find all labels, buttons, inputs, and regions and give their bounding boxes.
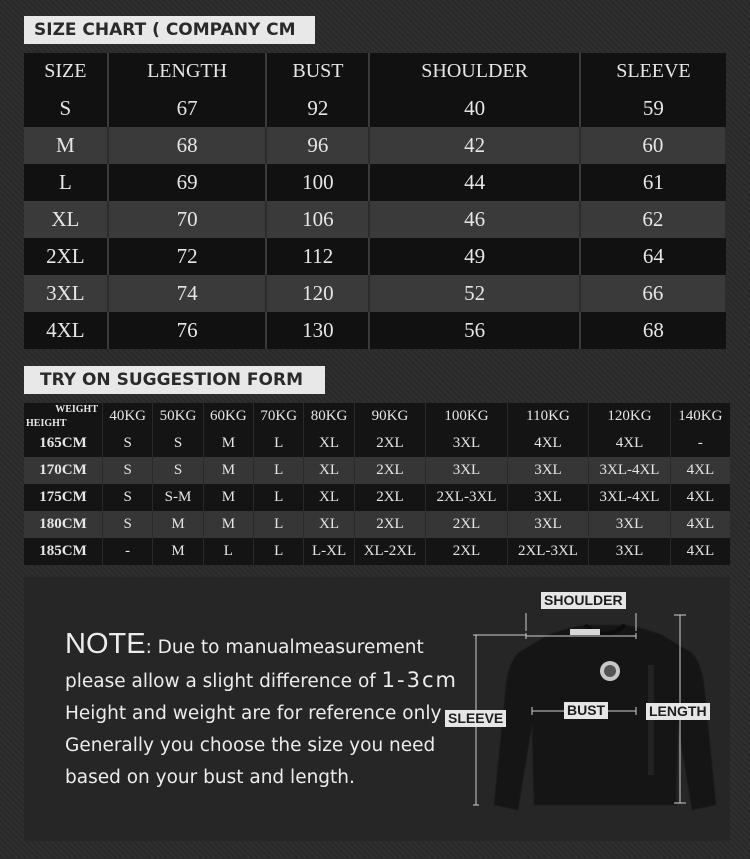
size-chart-cell: 64 bbox=[642, 244, 664, 268]
size-chart-cell: 130 bbox=[266, 312, 369, 349]
size-chart-cell: 62 bbox=[580, 201, 726, 238]
suggested-size-cell: XL bbox=[304, 430, 354, 457]
note-tolerance: 1-3cm bbox=[381, 668, 458, 692]
suggested-size-cell: 2XL bbox=[354, 511, 425, 538]
suggested-size-cell: 4XL bbox=[507, 430, 589, 457]
suggested-size-cell: 3XL bbox=[589, 511, 671, 538]
suggested-size-cell: M bbox=[153, 538, 203, 565]
size-chart-cell: 44 bbox=[369, 164, 579, 201]
height-cell: 170CM bbox=[24, 457, 103, 484]
note-line-4: Generally you choose the size you need bbox=[65, 735, 436, 756]
weight-header-cell: 40KG bbox=[103, 403, 153, 430]
size-chart-cell: 67 bbox=[108, 90, 267, 127]
suggested-size-cell: 2XL-3XL bbox=[507, 538, 589, 565]
size-chart-cell: 96 bbox=[266, 127, 369, 164]
note-line-3: Height and weight are for reference only bbox=[65, 703, 442, 724]
size-chart-cell: 68 bbox=[642, 318, 664, 342]
size-chart-cell: 46 bbox=[369, 201, 579, 238]
suggested-size-cell: S bbox=[153, 430, 203, 457]
suggested-size-cell: 3XL-4XL bbox=[589, 484, 671, 511]
suggested-size-cell: 3XL bbox=[507, 457, 589, 484]
height-label: HEIGHT bbox=[26, 418, 67, 429]
note-line-5: based on your bust and length. bbox=[65, 767, 355, 788]
size-chart-cell: 92 bbox=[266, 90, 369, 127]
suggested-size-cell: XL bbox=[304, 511, 354, 538]
weight-header-cell: 80KG bbox=[304, 403, 354, 430]
size-chart-header-row bbox=[24, 53, 726, 90]
size-chart-cell: 106 bbox=[266, 201, 369, 238]
note-line-1: : Due to manualmeasurement bbox=[145, 637, 424, 658]
size-chart-cell: 112 bbox=[266, 238, 369, 275]
suggested-size-cell: 2XL bbox=[354, 457, 425, 484]
size-chart-cell: 59 bbox=[642, 96, 664, 120]
suggested-size-cell: L bbox=[254, 457, 304, 484]
height-cell: 185CM bbox=[24, 538, 103, 565]
weight-header-cell: 140KG bbox=[678, 408, 723, 424]
size-chart-cell: 70 bbox=[108, 201, 267, 238]
suggested-size-cell: S bbox=[103, 457, 153, 484]
suggested-size-cell: 2XL bbox=[426, 511, 508, 538]
try-on-table bbox=[24, 403, 730, 565]
size-chart-cell: 40 bbox=[369, 90, 579, 127]
suggested-size-cell: 2XL bbox=[354, 484, 425, 511]
weight-label: WEIGHT bbox=[55, 404, 98, 415]
suggested-size-cell: 4XL bbox=[589, 430, 671, 457]
suggested-size-cell: - bbox=[697, 435, 703, 451]
size-chart-row bbox=[24, 312, 726, 349]
suggested-size-cell: 2XL bbox=[426, 538, 508, 565]
suggested-size-cell: 2XL bbox=[354, 430, 425, 457]
size-chart-cell: S bbox=[24, 90, 108, 127]
height-cell: 180CM bbox=[24, 511, 103, 538]
size-chart-cell: XL bbox=[24, 201, 108, 238]
suggested-size-cell: M bbox=[203, 484, 253, 511]
size-chart-header-cell: SIZE bbox=[24, 53, 108, 90]
try-on-header-row bbox=[24, 403, 730, 430]
suggested-size-cell: XL bbox=[304, 457, 354, 484]
suggested-size-cell: S bbox=[103, 430, 153, 457]
note-title: NOTE bbox=[65, 628, 146, 660]
suggested-size-cell: 4XL bbox=[686, 516, 715, 532]
size-chart-cell: 42 bbox=[369, 127, 579, 164]
size-chart-row bbox=[24, 164, 726, 201]
size-chart-table bbox=[24, 53, 727, 349]
size-chart-cell: 76 bbox=[108, 312, 267, 349]
suggested-size-cell: XL-2XL bbox=[354, 538, 425, 565]
size-chart-header-cell: SLEEVE bbox=[616, 60, 691, 82]
suggested-size-cell: 3XL-4XL bbox=[589, 457, 671, 484]
suggested-size-cell: L bbox=[254, 511, 304, 538]
length-label: LENGTH bbox=[646, 703, 710, 720]
suggested-size-cell: L bbox=[254, 430, 304, 457]
size-chart-row bbox=[24, 90, 726, 127]
suggested-size-cell: 3XL bbox=[426, 430, 508, 457]
size-chart-cell: L bbox=[24, 164, 108, 201]
size-chart-cell: 61 bbox=[642, 170, 664, 194]
try-on-row bbox=[24, 538, 730, 565]
suggested-size-cell: 4XL bbox=[686, 543, 715, 559]
suggested-size-cell: M bbox=[203, 511, 253, 538]
size-chart-cell: 52 bbox=[369, 275, 579, 312]
weight-header-cell: 70KG bbox=[254, 403, 304, 430]
size-chart-cell: 49 bbox=[369, 238, 579, 275]
suggested-size-cell: L-XL bbox=[304, 538, 354, 565]
suggested-size-cell: L bbox=[203, 538, 253, 565]
suggested-size-cell: S bbox=[103, 484, 153, 511]
suggested-size-cell: 4XL bbox=[686, 462, 715, 478]
size-chart-cell: 74 bbox=[108, 275, 267, 312]
suggested-size-cell: XL bbox=[304, 484, 354, 511]
suggested-size-cell: L bbox=[254, 484, 304, 511]
corner-cell bbox=[24, 403, 103, 430]
size-chart-row bbox=[24, 238, 726, 275]
size-chart-cell: 60 bbox=[580, 127, 726, 164]
suggested-size-cell: 2XL-3XL bbox=[426, 484, 508, 511]
try-on-row bbox=[24, 430, 730, 457]
try-on-row bbox=[24, 484, 730, 511]
note-text bbox=[65, 628, 458, 794]
try-on-heading: TRY ON SUGGESTION FORM bbox=[24, 366, 325, 394]
note-line-2: please allow a slight difference of bbox=[65, 671, 382, 692]
height-cell: 165CM bbox=[24, 430, 103, 457]
suggested-size-cell: 4XL bbox=[686, 489, 715, 505]
suggested-size-cell: 3XL bbox=[507, 511, 589, 538]
suggested-size-cell: 3XL bbox=[589, 538, 671, 565]
weight-header-cell: 110KG bbox=[507, 403, 589, 430]
size-chart-header-cell: SHOULDER bbox=[369, 53, 579, 90]
suggested-size-cell: M bbox=[153, 511, 203, 538]
suggested-size-cell: L bbox=[254, 538, 304, 565]
size-chart-header-cell: LENGTH bbox=[108, 53, 267, 90]
size-chart-cell: 100 bbox=[266, 164, 369, 201]
size-chart-row bbox=[24, 127, 726, 164]
weight-header-cell: 50KG bbox=[153, 403, 203, 430]
size-chart-header-cell: BUST bbox=[266, 53, 369, 90]
try-on-row bbox=[24, 511, 730, 538]
weight-header-cell: 60KG bbox=[203, 403, 253, 430]
sleeve-label: SLEEVE bbox=[445, 710, 506, 727]
suggested-size-cell: - bbox=[103, 538, 153, 565]
suggested-size-cell: M bbox=[203, 457, 253, 484]
size-chart-cell: 72 bbox=[108, 238, 267, 275]
size-chart-cell: 69 bbox=[108, 164, 267, 201]
size-chart-cell: 4XL bbox=[24, 312, 108, 349]
weight-header-cell: 90KG bbox=[354, 403, 425, 430]
size-chart-heading: SIZE CHART ( COMPANY CM ) bbox=[24, 16, 315, 44]
height-cell: 175CM bbox=[24, 484, 103, 511]
suggested-size-cell: 3XL bbox=[507, 484, 589, 511]
size-chart-cell: 2XL bbox=[24, 238, 108, 275]
suggested-size-cell: S-M bbox=[153, 484, 203, 511]
weight-header-cell: 100KG bbox=[426, 403, 508, 430]
size-chart-cell: 3XL bbox=[24, 275, 108, 312]
size-chart-cell: 68 bbox=[108, 127, 267, 164]
size-chart-row bbox=[24, 201, 726, 238]
suggested-size-cell: 3XL bbox=[426, 457, 508, 484]
try-on-row bbox=[24, 457, 730, 484]
weight-header-cell: 120KG bbox=[589, 403, 671, 430]
suggested-size-cell: S bbox=[103, 511, 153, 538]
size-chart-cell: 120 bbox=[266, 275, 369, 312]
size-chart-cell: 66 bbox=[580, 275, 726, 312]
bust-label: BUST bbox=[564, 702, 608, 719]
size-chart-row bbox=[24, 275, 726, 312]
suggested-size-cell: S bbox=[153, 457, 203, 484]
size-chart-cell: 56 bbox=[369, 312, 579, 349]
shoulder-label: SHOULDER bbox=[541, 592, 626, 609]
size-chart-cell: M bbox=[24, 127, 108, 164]
suggested-size-cell: M bbox=[203, 430, 253, 457]
